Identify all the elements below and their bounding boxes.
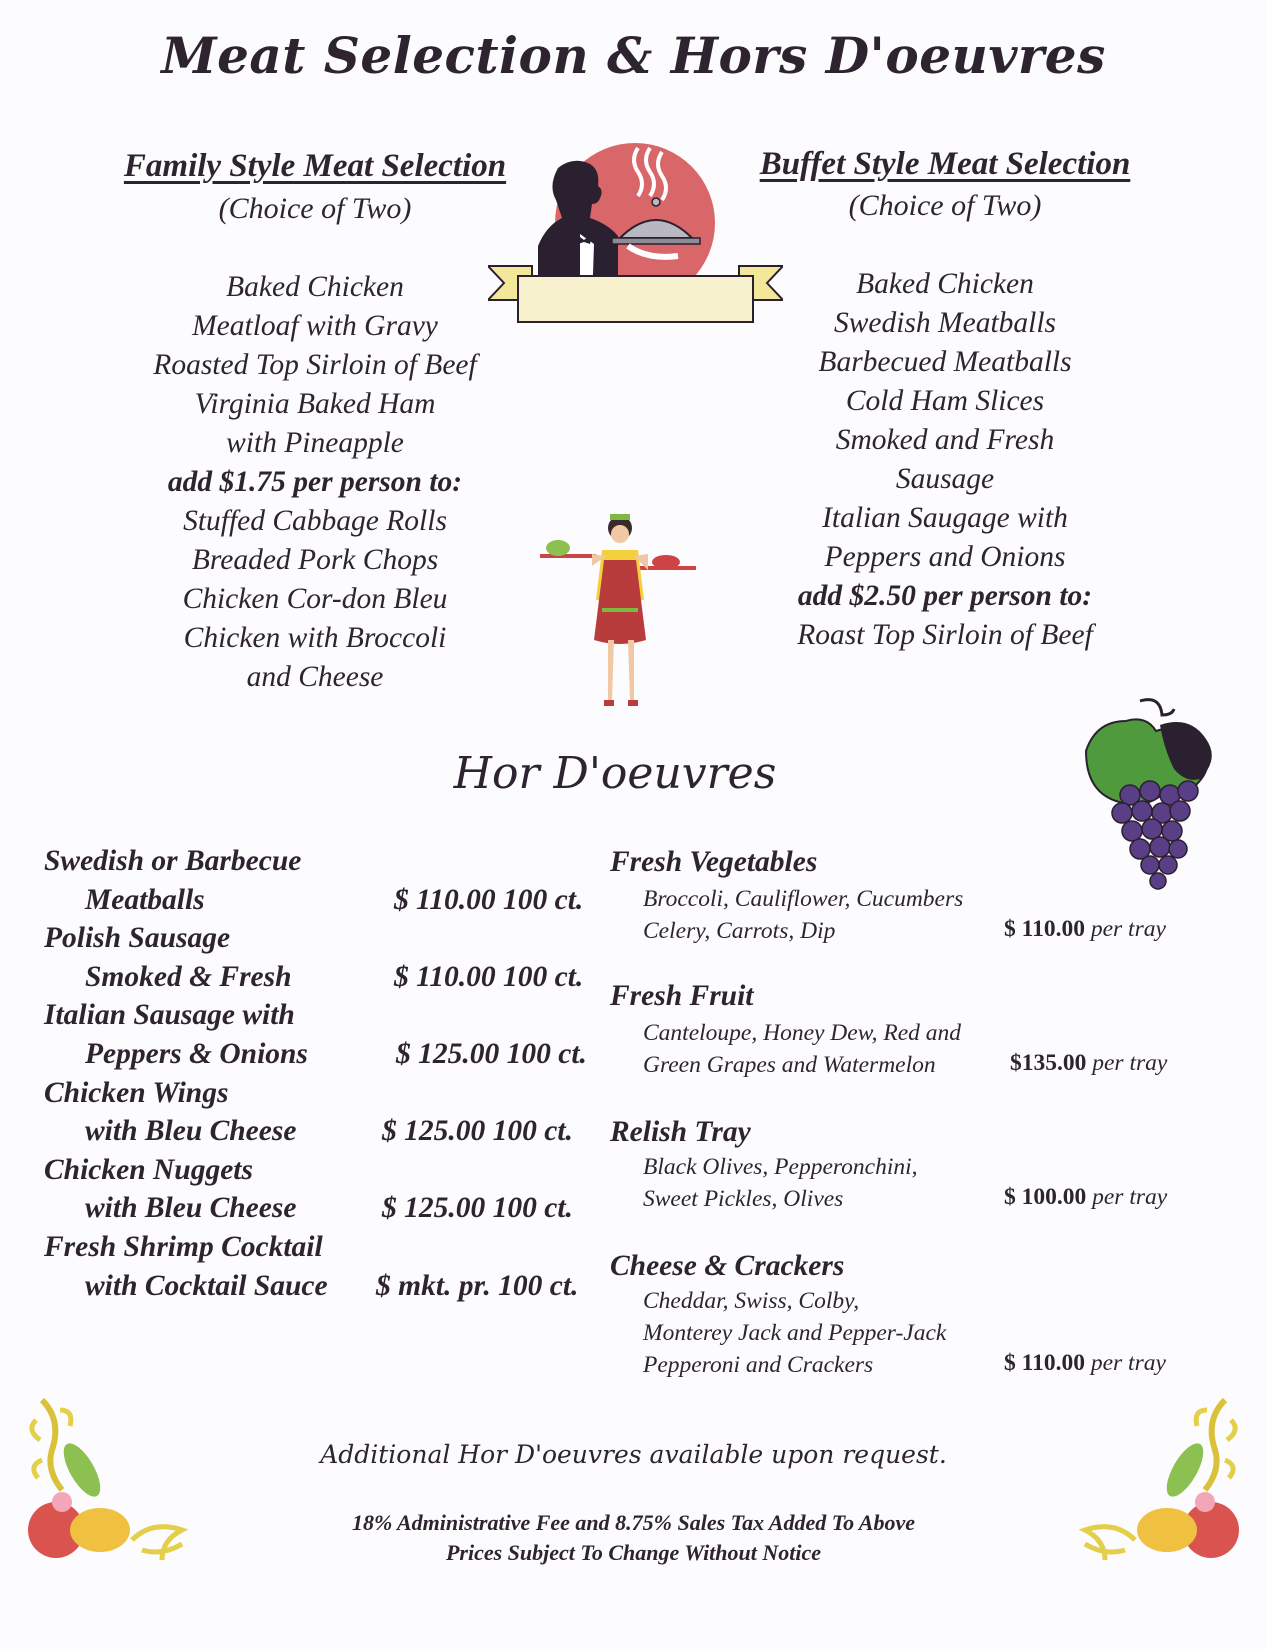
family-style-heading: Family Style Meat Selection: [123, 148, 507, 184]
list-item: Virginia Baked Ham: [194, 388, 436, 420]
tray-desc: Sweet Pickles, Olives: [643, 1186, 844, 1212]
additional-note: Additional Hor D'oeuvres available upon request.: [320, 1440, 947, 1469]
list-item: Polish Sausage: [44, 922, 231, 955]
list-item: Meatballs $ 110.00 100 ct.: [44, 881, 634, 920]
tray-heading-fruit: Fresh Fruit: [610, 980, 754, 1012]
price-label: $ 125.00 100 ct.: [382, 1115, 573, 1148]
list-item: Baked Chicken: [856, 268, 1034, 300]
list-item: Sausage: [895, 463, 995, 495]
list-item: Smoked & Fresh $ 110.00 100 ct.: [44, 958, 634, 997]
list-item: Stuffed Cabbage Rolls: [183, 505, 447, 537]
price-label: $ mkt. pr. 100 ct.: [376, 1269, 579, 1302]
list-item: Baked Chicken: [226, 271, 404, 303]
tray-desc: Green Grapes and Watermelon: [643, 1052, 936, 1078]
waitress-icon: [540, 510, 700, 740]
list-item: Roast Top Sirloin of Beef: [797, 619, 1093, 651]
list-item: with Bleu Cheese $ 125.00 100 ct.: [44, 1112, 634, 1151]
list-item: Swedish Meatballs: [833, 307, 1057, 339]
list-item: Breaded Pork Chops: [191, 544, 439, 576]
list-item: Peppers and Onions: [824, 541, 1066, 573]
tray-desc: Broccoli, Cauliflower, Cucumbers: [643, 886, 964, 912]
tray-price: $ 100.00 per tray: [1004, 1184, 1168, 1210]
list-item: Smoked and Fresh: [835, 424, 1055, 456]
tray-desc: Celery, Carrots, Dip: [643, 918, 836, 944]
list-item: with Cocktail Sauce $ mkt. pr. 100 ct.: [44, 1267, 634, 1306]
list-item: add $2.50 per person to:: [797, 580, 1093, 612]
tray-desc: Canteloupe, Honey Dew, Red and: [643, 1020, 962, 1046]
list-item: add $1.75 per person to:: [167, 466, 463, 498]
price-label: $ 110.00 100 ct.: [394, 960, 584, 993]
tray-desc: Cheddar, Swiss, Colby,: [643, 1288, 860, 1314]
family-style-subheading: (Choice of Two): [218, 192, 412, 225]
price-label: $ 110.00 100 ct.: [394, 883, 584, 916]
list-item: Chicken with Broccoli: [183, 622, 447, 654]
hors-doeuvres-heading: Hor D'oeuvres: [453, 748, 777, 799]
list-item: Fresh Shrimp Cocktail: [44, 1230, 323, 1263]
list-item: Cold Ham Slices: [845, 385, 1045, 417]
list-item: Swedish or Barbecue: [44, 845, 302, 877]
family-style-list: [75, 268, 555, 697]
grapes-icon: [1080, 695, 1230, 910]
tray-price: $ 110.00 per tray: [1004, 1350, 1166, 1376]
fees-notice: [0, 1508, 1267, 1568]
list-item: with Bleu Cheese $ 125.00 100 ct.: [44, 1189, 634, 1228]
buffet-style-subheading: (Choice of Two): [848, 189, 1042, 222]
price-label: $ 125.00 100 ct.: [382, 1192, 573, 1225]
list-item: Barbecued Meatballs: [818, 346, 1072, 378]
waiter-logo-icon: [488, 138, 783, 338]
tray-heading-vegetables: Fresh Vegetables: [610, 846, 818, 878]
page-title: Meat Selection & Hors D'oeuvres: [161, 26, 1106, 85]
list-item: Roasted Top Sirloin of Beef: [153, 349, 477, 381]
list-item: and Cheese: [246, 661, 384, 693]
tray-price: $ 110.00 per tray: [1004, 916, 1166, 942]
tray-price: $135.00 per tray: [1010, 1050, 1168, 1076]
tray-desc: Monterey Jack and Pepper-Jack: [643, 1320, 947, 1346]
buffet-style-heading: Buffet Style Meat Selection: [759, 146, 1131, 182]
list-item: Italian Sausage with: [44, 999, 295, 1032]
list-item: Italian Saugage with: [822, 502, 1068, 534]
list-item: Chicken Nuggets: [44, 1153, 253, 1186]
tray-heading-relish: Relish Tray: [610, 1116, 751, 1148]
tray-desc: Black Olives, Pepperonchini,: [643, 1154, 918, 1180]
fee-line: 18% Administrative Fee and 8.75% Sales Tax Added To Above: [351, 1510, 916, 1535]
notice-line: Prices Subject To Change Without Notice: [445, 1540, 822, 1565]
list-item: Peppers & Onions $ 125.00 100 ct.: [44, 1035, 634, 1074]
hors-doeuvres-left-list: [44, 842, 634, 1305]
list-item: with Pineapple: [226, 427, 404, 459]
price-label: $ 125.00 100 ct.: [396, 1037, 587, 1070]
tray-desc: Pepperoni and Crackers: [643, 1352, 874, 1378]
list-item: Chicken Wings: [44, 1076, 229, 1109]
list-item: Meatloaf with Gravy: [192, 310, 438, 342]
tray-heading-cheese: Cheese & Crackers: [610, 1250, 845, 1282]
list-item: Chicken Cor-don Bleu: [182, 583, 448, 615]
